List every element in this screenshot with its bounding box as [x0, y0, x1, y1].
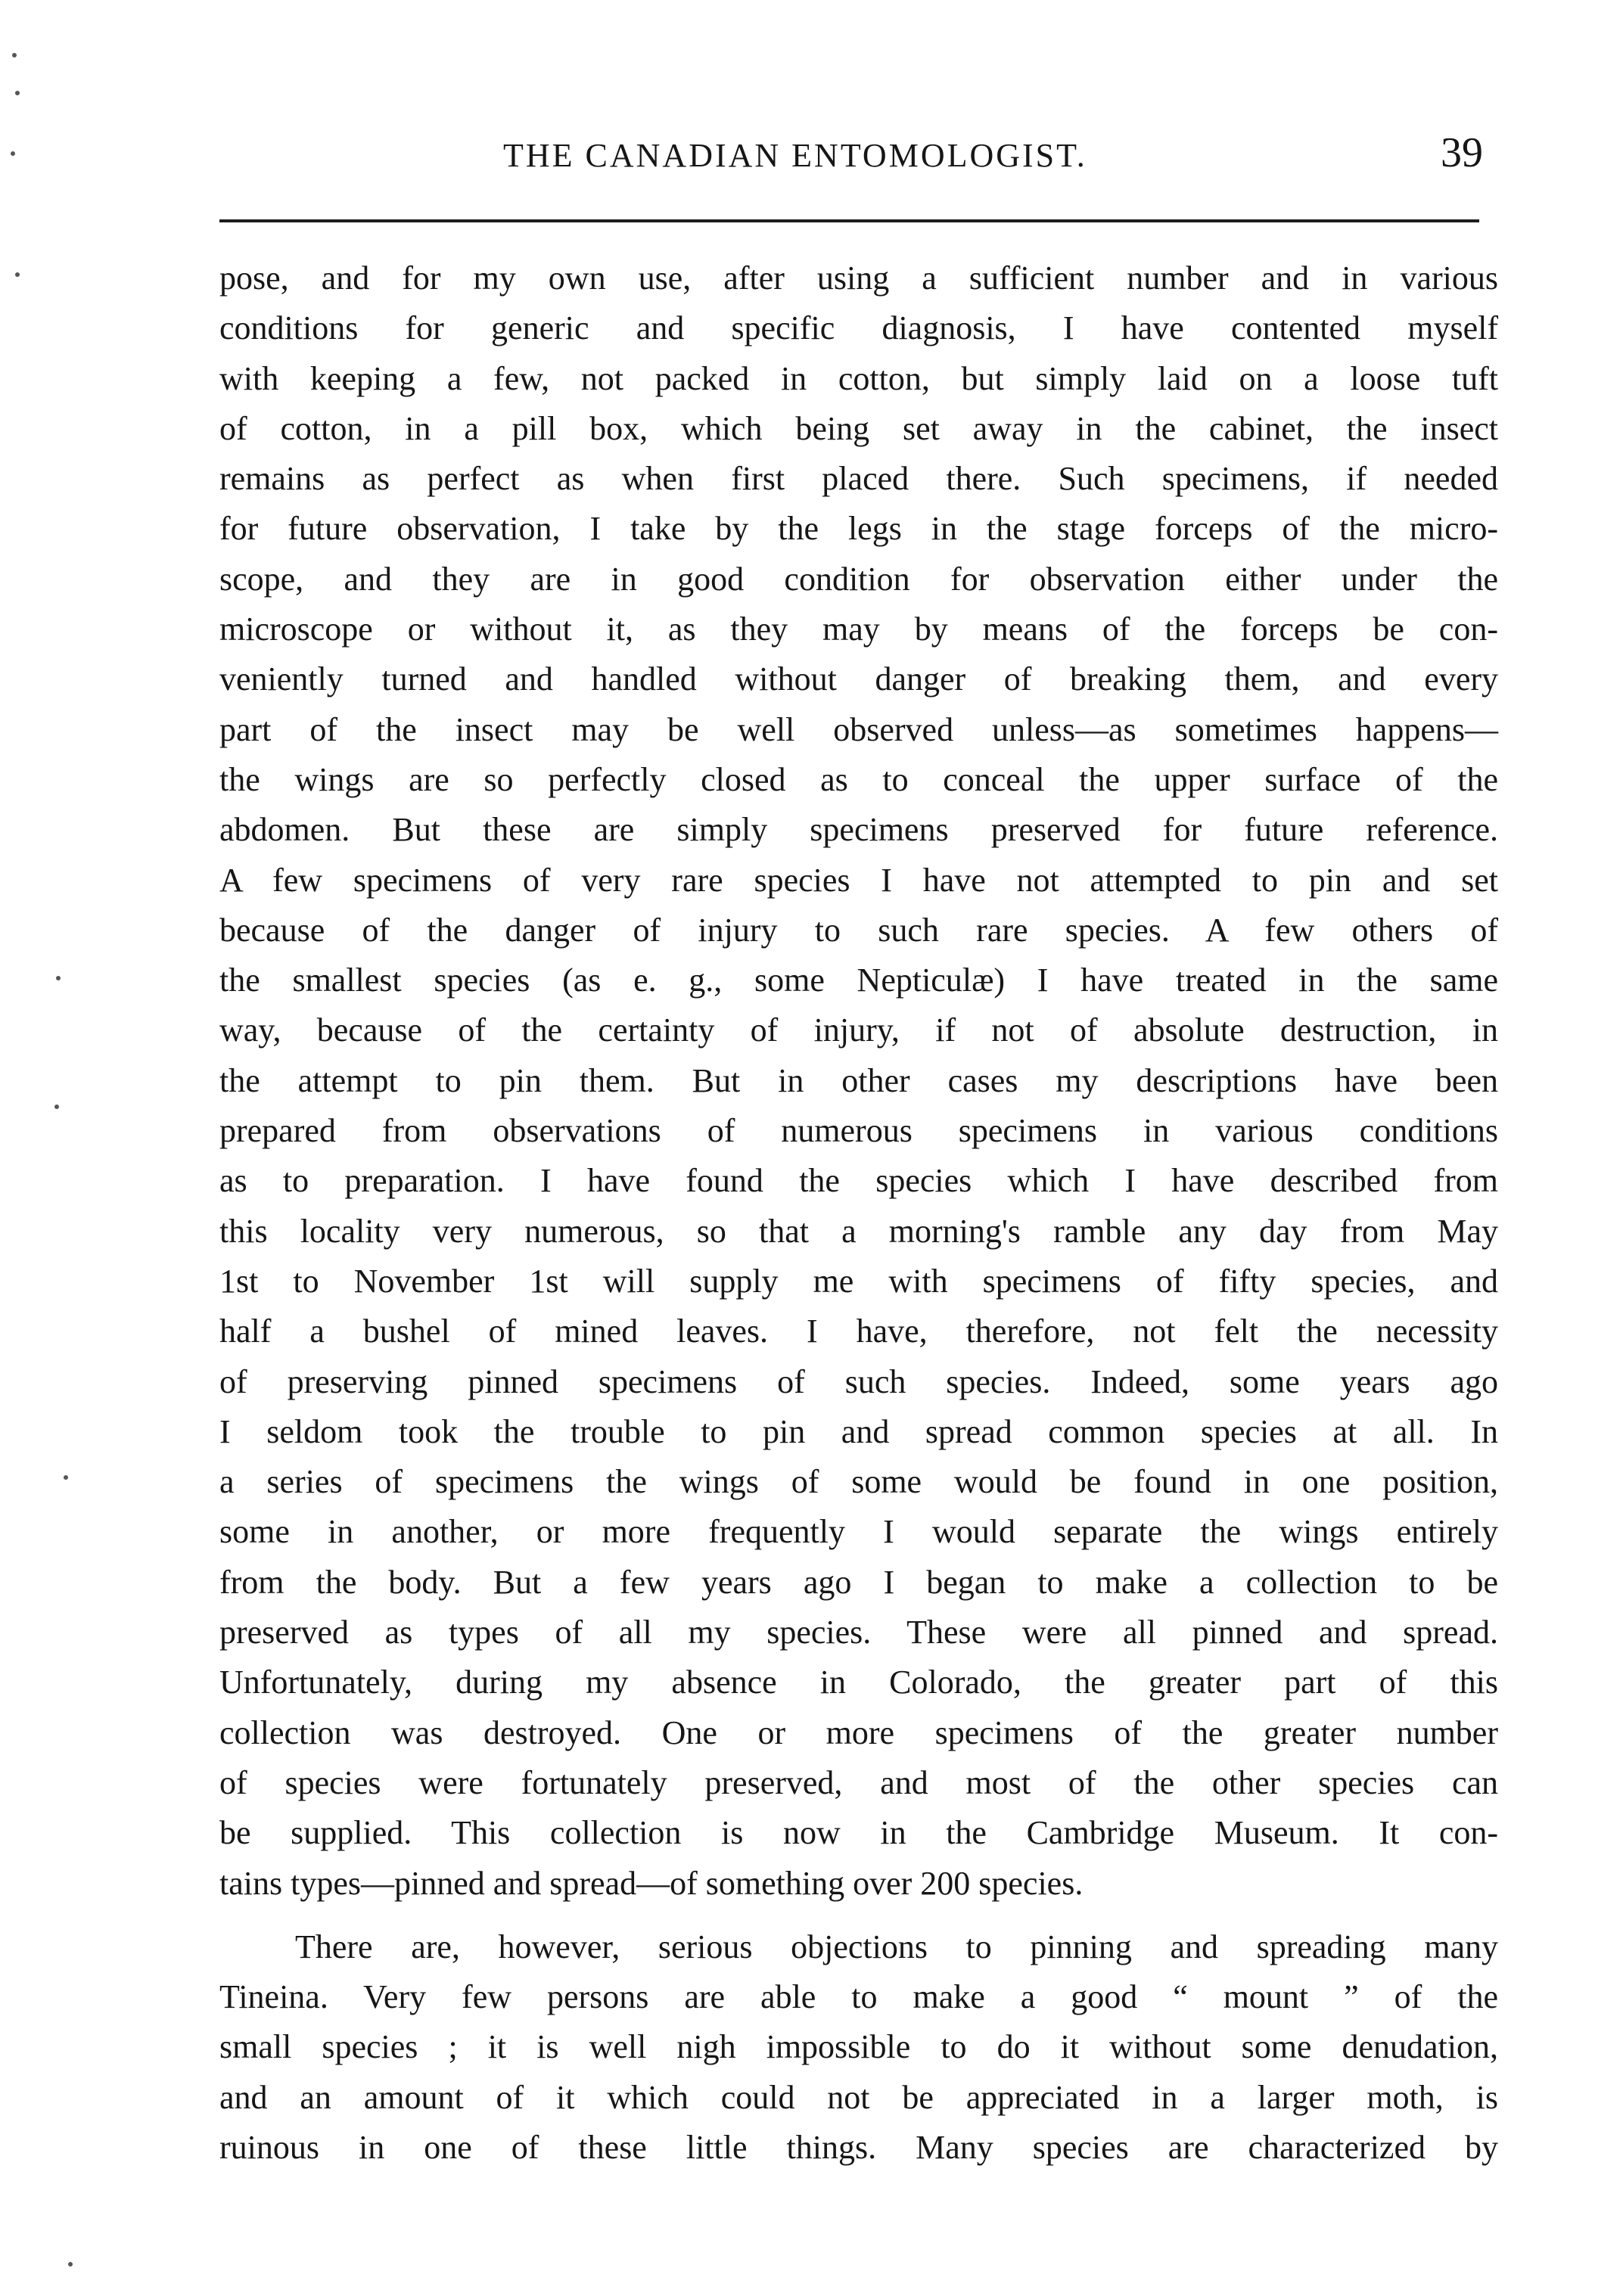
text-line: because of the danger of injury to such rare species. A few others of: [219, 911, 1498, 949]
text-line: be supplied. This collection is now in the Cambridge Museum. It con-: [219, 1814, 1498, 1852]
page-header: [219, 129, 1506, 189]
margin-speck: [15, 272, 20, 277]
text-line: small species ; it is well nigh impossible to do it without some denudation,: [219, 2028, 1498, 2066]
text-line: some in another, or more frequently I would separate the wings entirely: [219, 1513, 1498, 1551]
text-line: remains as perfect as when first placed there. Such specimens, if needed: [219, 460, 1498, 498]
body-text: [219, 253, 1498, 2173]
text-line: abdomen. But these are simply specimens preserved for future reference.: [219, 811, 1498, 849]
paragraph-end-line: tains types—pinned and spread—of something over 200 species.: [219, 1864, 1084, 1902]
text-line: microscope or without it, as they may by means of the forceps be con-: [219, 611, 1498, 648]
text-line: scope, and they are in good condition for observation either under the: [219, 560, 1498, 598]
text-line: Unfortunately, during my absence in Colorado, the greater part of this: [219, 1664, 1498, 1701]
text-line: ruinous in one of these little things. Many species are characterized by: [219, 2128, 1498, 2166]
margin-speck: [12, 53, 17, 57]
margin-speck: [54, 1105, 59, 1109]
margin-speck: [11, 151, 15, 156]
text-line: of species were fortunately preserved, and most of the other species can: [219, 1763, 1498, 1801]
text-line: for future observation, I take by the legs in the stage forceps of the micro-: [219, 510, 1498, 548]
paragraph-start-line: There are, however, serious objections to pinning and spreading many: [295, 1928, 1498, 1965]
text-line: collection was destroyed. One or more specimens of the greater number: [219, 1713, 1498, 1751]
text-line: preserved as types of all my species. These were all pinned and spread.: [219, 1614, 1498, 1651]
running-title: THE CANADIAN ENTOMOLOGIST.: [503, 137, 1087, 174]
text-line: Tineina. Very few persons are able to make a good “ mount ” of the: [219, 1978, 1498, 2016]
text-line: pose, and for my own use, after using a sufficient number and in various: [219, 259, 1498, 297]
text-line: the smallest species (as e. g., some Nepticulæ) I have treated in the same: [219, 962, 1498, 999]
margin-speck: [15, 91, 20, 95]
text-line: veniently turned and handled without danger of breaking them, and every: [219, 660, 1498, 698]
text-line: from the body. But a few years ago I began to make a collection to be: [219, 1563, 1498, 1601]
text-line: 1st to November 1st will supply me with specimens of fifty species, and: [219, 1262, 1498, 1300]
page-number: 39: [1441, 129, 1483, 176]
margin-speck: [68, 2262, 73, 2266]
text-line: the wings are so perfectly closed as to conceal the upper surface of the: [219, 760, 1498, 798]
text-line: and an amount of it which could not be appreciated in a larger moth, is: [219, 2078, 1498, 2116]
text-line: as to preparation. I have found the species which I have described from: [219, 1162, 1498, 1200]
text-line: way, because of the certainty of injury, if not of absolute destruction, in: [219, 1011, 1498, 1049]
text-line: A few specimens of very rare species I have not attempted to pin and set: [219, 861, 1498, 899]
text-line: this locality very numerous, so that a morning's ramble any day from May: [219, 1212, 1498, 1250]
text-line: of cotton, in a pill box, which being set away in the cabinet, the insect: [219, 409, 1498, 447]
text-line: prepared from observations of numerous specimens in various conditions: [219, 1112, 1498, 1150]
text-line: the attempt to pin them. But in other cases my descriptions have been: [219, 1061, 1498, 1099]
margin-speck: [64, 1475, 68, 1480]
margin-speck: [56, 976, 61, 980]
header-rule: [219, 219, 1479, 222]
text-line: a series of specimens the wings of some would be found in one position,: [219, 1463, 1498, 1501]
text-line: conditions for generic and specific diagnosis, I have contented myself: [219, 309, 1498, 347]
text-line: with keeping a few, not packed in cotton, but simply laid on a loose tuft: [219, 359, 1498, 397]
text-line: of preserving pinned specimens of such species. Indeed, some years ago: [219, 1362, 1498, 1400]
text-line: part of the insect may be well observed unless—as sometimes happens—: [219, 710, 1498, 748]
text-line: half a bushel of mined leaves. I have, therefore, not felt the necessity: [219, 1313, 1498, 1350]
text-line: I seldom took the trouble to pin and spread common species at all. In: [219, 1412, 1498, 1450]
